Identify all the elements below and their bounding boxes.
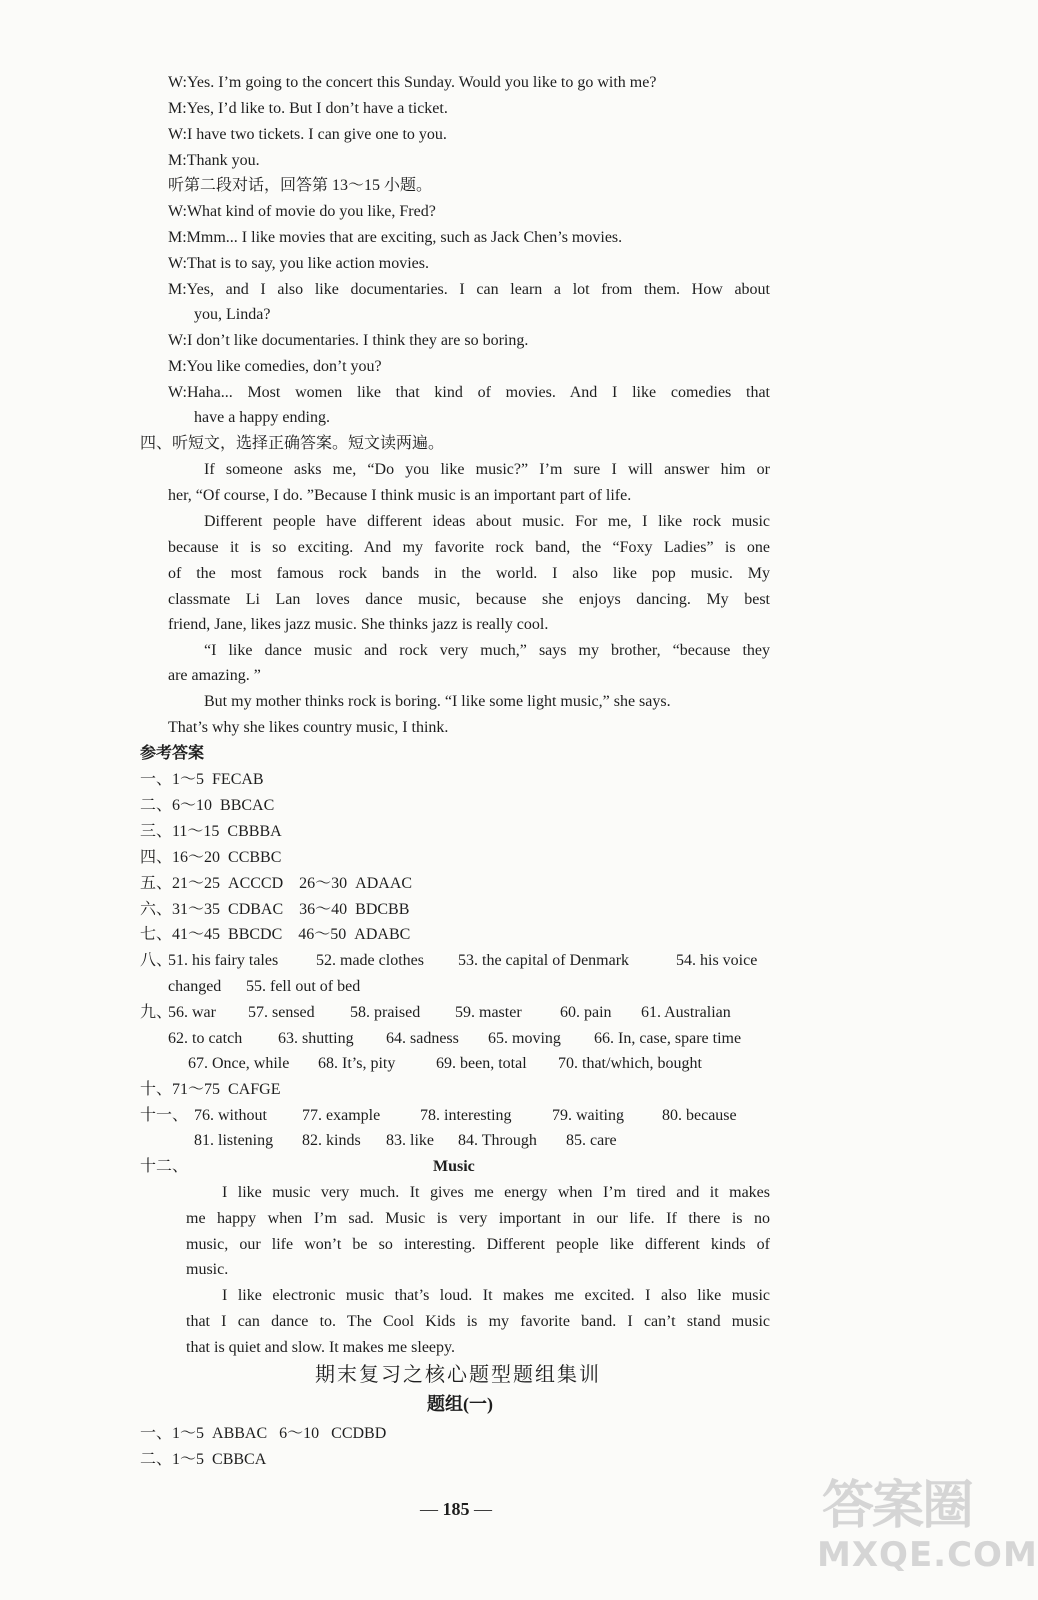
answer-label: 九、	[140, 1004, 173, 1021]
answer-item: 82. kinds	[302, 1132, 361, 1149]
dialogue-line: W:I don’t like documentaries. I think they are so boring.	[168, 332, 529, 349]
dialogue-line: W:Haha... Most women like that kind of movies. And I like comedies that	[168, 384, 770, 401]
answer-item: 76. without	[194, 1107, 267, 1124]
answer-item: 80. because	[662, 1107, 737, 1124]
page-number: — 185 —	[420, 1499, 492, 1519]
answer-row: 四、16～20 CCBBC	[140, 849, 282, 866]
answer-row: 七、41～45 BBCDC 46～50 ADABC	[140, 926, 411, 943]
answer-item: 64. sadness	[386, 1030, 459, 1047]
passage-line: “I like dance music and rock very much,” says my brother, “because they	[204, 642, 770, 659]
answer-item: 51. his fairy tales	[168, 952, 279, 969]
dialogue-line: M:Thank you.	[168, 152, 260, 169]
review-title: 期末复习之核心题型题组集训	[315, 1364, 601, 1386]
passage-line: classmate Li Lan loves dance music, because she enjoys dancing. My best	[168, 591, 770, 608]
answer-item: 79. waiting	[552, 1107, 624, 1124]
answer-item: 78. interesting	[420, 1107, 512, 1124]
passage-line: her, “Of course, I do. ”Because I think music is an important part of life.	[168, 487, 632, 504]
answer-row: 三、11～15 CBBBA	[140, 823, 282, 840]
dialogue-line: W:I have two tickets. I can give one to you.	[168, 126, 447, 143]
passage-line: are amazing. ”	[168, 667, 261, 684]
answer-item: 85. care	[566, 1132, 617, 1149]
answer-item: 57. sensed	[248, 1004, 315, 1021]
answer-item: 59. master	[455, 1004, 522, 1021]
answer-item: 60. pain	[560, 1004, 612, 1021]
essay-line: I like music very much. It gives me energy when I’m tired and it makes	[222, 1184, 770, 1201]
answer-item: 58. praised	[350, 1004, 421, 1021]
essay-title: Music	[433, 1158, 475, 1175]
passage-line: friend, Jane, likes jazz music. She thinks jazz is really cool.	[168, 616, 549, 633]
passage-line: If someone asks me, “Do you like music?” I’m sure I will answer him or	[204, 461, 770, 478]
dialogue-line: M:Yes, I’d like to. But I don’t have a ticket.	[168, 100, 448, 117]
dialogue-line: W:What kind of movie do you like, Fred?	[168, 203, 436, 220]
dialogue-line: M:You like comedies, don’t you?	[168, 358, 382, 375]
dialogue-line: M:Mmm... I like movies that are exciting, such as Jack Chen’s movies.	[168, 229, 623, 246]
section-heading: 四、听短文，选择正确答案。短文读两遍。	[140, 435, 445, 452]
essay-line: music, our life won’t be so interesting. Different people like different kinds of	[186, 1236, 770, 1253]
answer-row: 二、1～5 CBBCA	[140, 1451, 267, 1468]
answer-item: 77. example	[302, 1107, 381, 1124]
answer-item: 55. fell out of bed	[246, 978, 361, 995]
answer-item: 65. moving	[488, 1030, 561, 1047]
passage-line: because it is so exciting. And my favorite rock band, the “Foxy Ladies” is one	[168, 539, 770, 556]
essay-line: that I can dance to. The Cool Kids is my favorite band. I can’t stand music	[186, 1313, 770, 1330]
answer-item: 53. the capital of Denmark	[458, 952, 630, 969]
essay-line: music.	[186, 1261, 229, 1278]
dialogue-line: M:Yes, and I also like documentaries. I can learn a lot from them. How about	[168, 281, 770, 298]
dialogue-line: W:That is to say, you like action movies.	[168, 255, 429, 272]
passage-line: That’s why she likes country music, I think.	[168, 719, 449, 736]
answer-item: 66. In, case, spare time	[594, 1030, 742, 1047]
answer-row: 一、1～5 FECAB	[140, 771, 264, 788]
answer-item: 83. like	[386, 1132, 434, 1149]
answer-row: 六、31～35 CDBAC 36～40 BDCBB	[140, 901, 410, 918]
passage-line: But my mother thinks rock is boring. “I like some light music,” she says.	[204, 693, 671, 710]
answer-row: 二、6～10 BBCAC	[140, 797, 275, 814]
answer-item: 52. made clothes	[316, 952, 424, 969]
dialogue-line: have a happy ending.	[194, 409, 330, 426]
answer-item: 56. war	[168, 1004, 216, 1021]
watermark-top-text: 答案圈	[821, 1476, 972, 1536]
passage-line: Different people have different ideas about music. For me, I like rock music	[204, 513, 770, 530]
dialogue-line: W:Yes. I’m going to the concert this Sunday. Would you like to go with me?	[168, 74, 657, 91]
passage-line: of the most famous rock bands in the world. I also like pop music. My	[168, 565, 770, 582]
answer-item: 54. his voice	[676, 952, 758, 969]
essay-line: me happy when I’m sad. Music is very important in our life. If there is no	[186, 1210, 770, 1227]
answer-item: 70. that/which, bought	[558, 1055, 702, 1072]
group-title: 题组(一)	[427, 1394, 493, 1414]
answer-row: 十、71～75 CAFGE	[140, 1081, 281, 1098]
answer-label: 十一、	[140, 1107, 189, 1124]
answer-item: 62. to catch	[168, 1030, 243, 1047]
answer-item: changed	[168, 978, 222, 995]
section-heading: 听第二段对话，回答第 13～15 小题。	[168, 177, 433, 194]
answer-item: 61. Australian	[641, 1004, 731, 1021]
answer-label: 十二、	[140, 1158, 189, 1175]
watermark-logo	[817, 1476, 1038, 1586]
answer-item: 68. It’s, pity	[318, 1055, 396, 1072]
answer-item: 63. shutting	[278, 1030, 354, 1047]
answer-row: 五、21～25 ACCCD 26～30 ADAAC	[140, 875, 413, 892]
essay-line: that is quiet and slow. It makes me sleepy.	[186, 1339, 455, 1356]
answer-item: 81. listening	[194, 1132, 274, 1149]
answer-item: 67. Once, while	[188, 1055, 290, 1072]
answer-label: 八、	[140, 952, 173, 969]
answers-heading: 参考答案	[140, 745, 205, 762]
answer-row: 一、1～5 ABBAC 6～10 CCDBD	[140, 1425, 387, 1442]
dialogue-line: you, Linda?	[194, 306, 271, 323]
answer-item: 69. been, total	[436, 1055, 527, 1072]
answer-item: 84. Through	[458, 1132, 537, 1149]
essay-line: I like electronic music that’s loud. It makes me excited. I also like music	[222, 1287, 770, 1304]
watermark-bottom-text: MXQE.COM	[817, 1535, 1038, 1575]
